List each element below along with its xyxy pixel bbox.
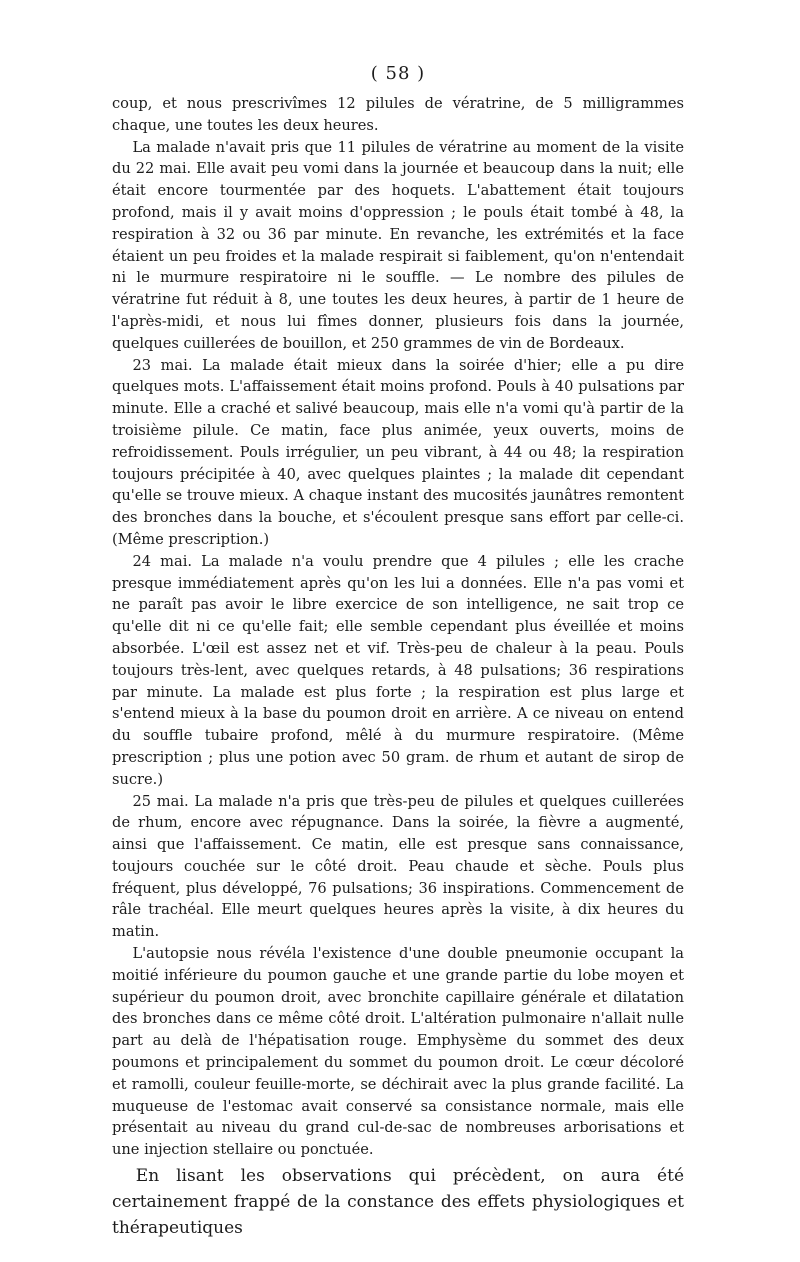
paragraph-25-mai: 25 mai. La malade n'a pris que très-peu de pilules et quelques cuillerées de rhum, encore avec répugnance. Dans la soirée, la fièvre a augmenté, ainsi que l'affaissement. Ce matin, elle est presque sans connaissance, toujours couchée sur le côté droit. Peau chaude et sèche. Pouls plus fréquent, plus développé, 76 pulsations; 36 inspirations. Commencement de râle trachéal. Elle meurt quelques heures après la visite, à dix heures du matin.	[112, 792, 684, 941]
paragraph-autopsie: L'autopsie nous révéla l'existence d'une double pneumonie occupant la moitié inférieure du poumon gauche et une grande partie du lobe moyen et supérieur du poumon droit, avec bronchite capillaire générale et dilatation des bronches dans ce même côté droit. L'altération pulmonaire n'allait nulle part au delà de l'hépatisation rouge. Emphysème du sommet des deux poumons et principalement du sommet du poumon droit. Le cœur décoloré et ramolli, couleur feuille-morte, se déchirait avec la plus grande facilité. La muqueuse de l'estomac avait conservé sa consistance normale, mais elle présentait au niveau du grand cul-de-sac de nombreuses arborisations et une injection stellaire ou ponctuée.	[112, 945, 684, 1159]
book-page	[112, 0, 684, 1262]
paragraph-visit-22-mai: La malade n'avait pris que 11 pilules de vératrine au moment de la visite du 22 mai. Elle avait peu vomi dans la journée et beaucoup dans la nuit; elle était encore tourmentée par des hoquets. L'abattement était toujours profond, mais il y avait moins d'oppression ; le pouls était tombé à 48, la respiration à 32 ou 36 par minute. En revanche, les extrémités et la face étaient un peu froides et la malade respirait si faiblement, qu'on n'entendait ni le murmure respiratoire ni le souffle. — Le nombre des pilules de vératrine fut réduit à 8, une toutes les deux heures, à partir de 1 heure de l'après-midi, et nous lui fîmes donner, plusieurs fois dans la journée, quelques cuillerées de bouillon, et 250 grammes de vin de Bordeaux.	[112, 138, 684, 352]
paragraph-23-mai: 23 mai. La malade était mieux dans la soirée d'hier; elle a pu dire quelques mots. L'affaissement était moins profond. Pouls à 40 pulsations par minute. Elle a craché et salivé beaucoup, mais elle n'a vomi qu'à partir de la troisième pilule. Ce matin, face plus animée, yeux ouverts, moins de refroidissement. Pouls irrégulier, un peu vibrant, à 44 ou 48; la respiration toujours précipitée à 40, avec quelques plaintes ; la malade dit cependant qu'elle se trouve mieux. A chaque instant des mucosités jaunâtres remontent des bronches dans la bouche, et s'écoulent presque sans effort par celle-ci. (Même prescription.)	[112, 356, 684, 548]
paragraph-24-mai: 24 mai. La malade n'a voulu prendre que 4 pilules ; elle les crache presque immédiatement après qu'on les lui a données. Elle n'a pas vomi et ne paraît pas avoir le libre exercice de son intelligence, ne sait trop ce qu'elle dit ni ce qu'elle fait; elle semble cependant plus éveillée et moins absorbée. L'œil est assez net et vif. Très-peu de chaleur à la peau. Pouls toujours très-lent, avec quelques retards, à 48 pulsations; 36 respirations par minute. La malade est plus forte ; la respiration est plus large et s'entend mieux à la base du poumon droit en arrière. A ce niveau on entend du souffle tubaire profond, mêlé à du murmure respiratoire. (Même prescription ; plus une potion avec 50 gram. de rhum et autant de sirop de sucre.)	[112, 552, 684, 788]
paragraph-conclusion: En lisant les observations qui précèdent, on aura été certainement frappé de la constance des effets physiologiques et thérapeutiques	[112, 1166, 684, 1239]
paragraph-continuation: coup, et nous prescrivîmes 12 pilules de vératrine, de 5 milligrammes chaque, une toutes les deux heures.	[112, 95, 684, 134]
page-number: ( 58 )	[370, 63, 426, 84]
page-body	[112, 93, 684, 1241]
